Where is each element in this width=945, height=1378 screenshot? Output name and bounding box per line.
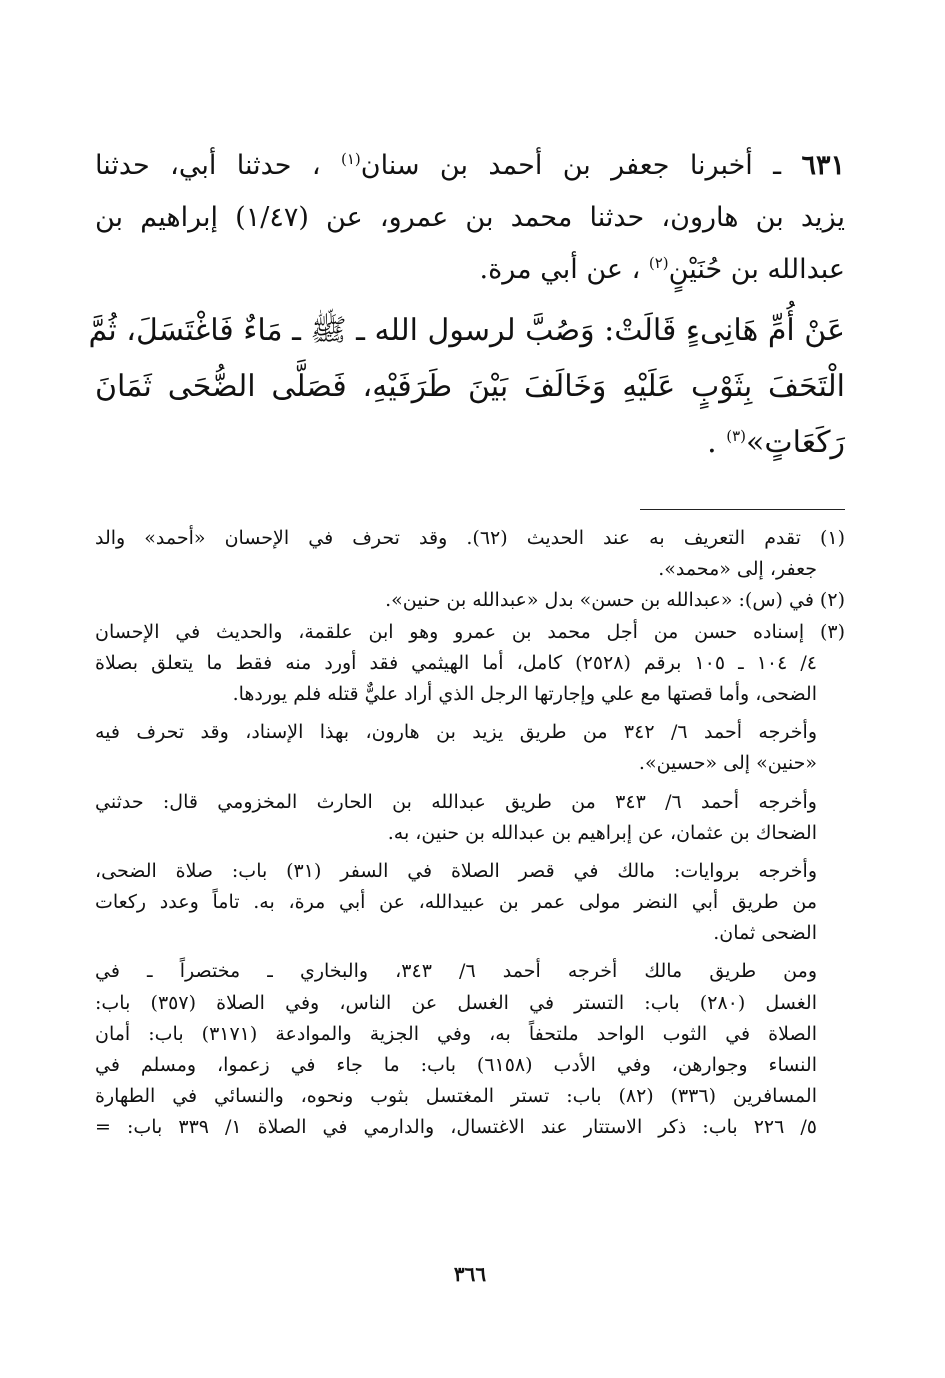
footnote-2	[95, 585, 845, 616]
matn-line	[88, 303, 845, 359]
note-line: الضحاك بن عثمان، عن إبراهيم بن عبدالله بن حنين، به.	[387, 821, 817, 844]
note-line: (٣) إسناده حسن من أجل محمد بن عمرو وهو ابن علقمة، والحديث في الإحسان	[95, 620, 845, 643]
note-line: النساء وجوارهن، وفي الأدب (٦١٥٨) باب: ما جاء في زعموا، ومسلم في	[95, 1054, 817, 1076]
footnote-ref: (٣)	[726, 427, 747, 445]
text-run: رَكَعَاتٍ»	[746, 425, 845, 460]
text-run: الْتَحَفَ بِثَوْبٍ عَلَيْهِ وَخَالَفَ بَيْنَ طَرَفَيْهِ، فَصَلَّى الضُّحَى ثَمَانَ	[95, 369, 845, 404]
isnad-line	[95, 192, 845, 244]
text-run: .	[707, 425, 727, 460]
page-number: ٣٦٦	[453, 1262, 487, 1286]
text-run: عَنْ أُمِّ هَانِىءٍ قَالَتْ: وَصُبَّ لرسول الله ـ ﷺ ـ مَاءٌ فَاغْتَسَلَ، ثُمَّ	[88, 313, 845, 348]
note-line: المسافرين (٣٣٦) (٨٢) باب: تستر المغتسل بثوب ونحوه، والنسائي في الطهارة	[95, 1085, 817, 1108]
note-line: الغسل (٢٨٠) باب: التستر في الغسل عن الناس، وفي الصلاة (٣٥٧) باب:	[95, 991, 817, 1014]
note-line: ومن طريق مالك أخرجه أحمد ٦/ ٣٤٣، والبخاري ـ مختصراً ـ في	[95, 960, 817, 983]
text-run: يزيد بن هارون، حدثنا محمد بن عمرو، عن (١/٤٧) إبراهيم بن	[95, 202, 845, 233]
text-run: ، عن أبي مرة.	[479, 254, 649, 285]
hadith-matn	[88, 303, 845, 471]
hadith-number: ٦٣١	[801, 150, 845, 181]
note-line: (١) تقدم التعريف به عند الحديث (٦٢). وقد تحرف في الإحسان «أحمد» والد	[95, 527, 845, 549]
note-line: (٢) في (س): «عبدالله بن حسن» بدل «عبدالله بن حنين».	[385, 589, 845, 612]
footnote-ref: (٢)	[648, 254, 669, 272]
footnote-ref: (١)	[340, 150, 361, 168]
note-line: وأخرجه أحمد ٦/ ٣٤٢ من طريق يزيد بن هارون، بهذا الإسناد، وقد تحرف فيه	[95, 721, 817, 744]
footnote-paragraph	[95, 787, 845, 849]
footnote-paragraph	[95, 956, 845, 1143]
note-line: الضحى ثمان.	[713, 922, 817, 945]
note-line: الصلاة في الثوب الواحد ملتحفاً به، وفي الجزية والموادعة (٣١٧١) باب: أمان	[95, 1022, 817, 1045]
note-line: «حنين» إلى «حسين».	[638, 752, 817, 775]
footnote-paragraph	[95, 856, 845, 950]
text-run: ، حدثنا أبي، حدثنا	[95, 150, 341, 181]
footnote-1	[95, 523, 845, 585]
footnote-separator	[640, 509, 845, 510]
isnad-line	[95, 140, 845, 192]
text-run: ـ أخبرنا جعفر بن أحمد بن سنان	[360, 150, 782, 181]
footnotes	[95, 523, 845, 1144]
note-line: ٤/ ١٠٤ ـ ١٠٥ برقم (٢٥٢٨) كامل، أما الهيثمي فقد أورد منه فقط ما يتعلق بصلاة	[95, 651, 817, 674]
matn-line	[95, 415, 845, 471]
page	[88, 0, 845, 1378]
footnote-3	[95, 617, 845, 711]
note-line: وأخرجه أحمد ٦/ ٣٤٣ من طريق عبدالله بن الحارث المخزومي قال: حدثني	[95, 790, 817, 813]
note-line: جعفر، إلى «محمد».	[658, 558, 817, 581]
hadith-isnad	[95, 140, 845, 296]
note-line: الضحى، وأما قصتها مع علي وإجارتها الرجل الذي أراد عليٌّ قتله فلم يوردها.	[232, 682, 817, 705]
note-line: وأخرجه بروايات: مالك في قصر الصلاة في السفر (٣١) باب: صلاة الضحى،	[95, 859, 817, 882]
text-run: عبدالله بن حُنَيْنٍ	[668, 254, 845, 285]
note-line: ٥/ ٢٢٦ باب: ذكر الاستتار عند الاغتسال، والدارمي في الصلاة ١/ ٣٣٩ باب: =	[95, 1116, 817, 1139]
matn-line	[95, 359, 845, 415]
isnad-line	[95, 244, 845, 296]
footnote-paragraph	[95, 717, 845, 779]
note-line: من طريق أبي النضر مولى عمر بن عبيدالله، عن أبي مرة، به. تاماً وعدد ركعات	[95, 891, 817, 914]
